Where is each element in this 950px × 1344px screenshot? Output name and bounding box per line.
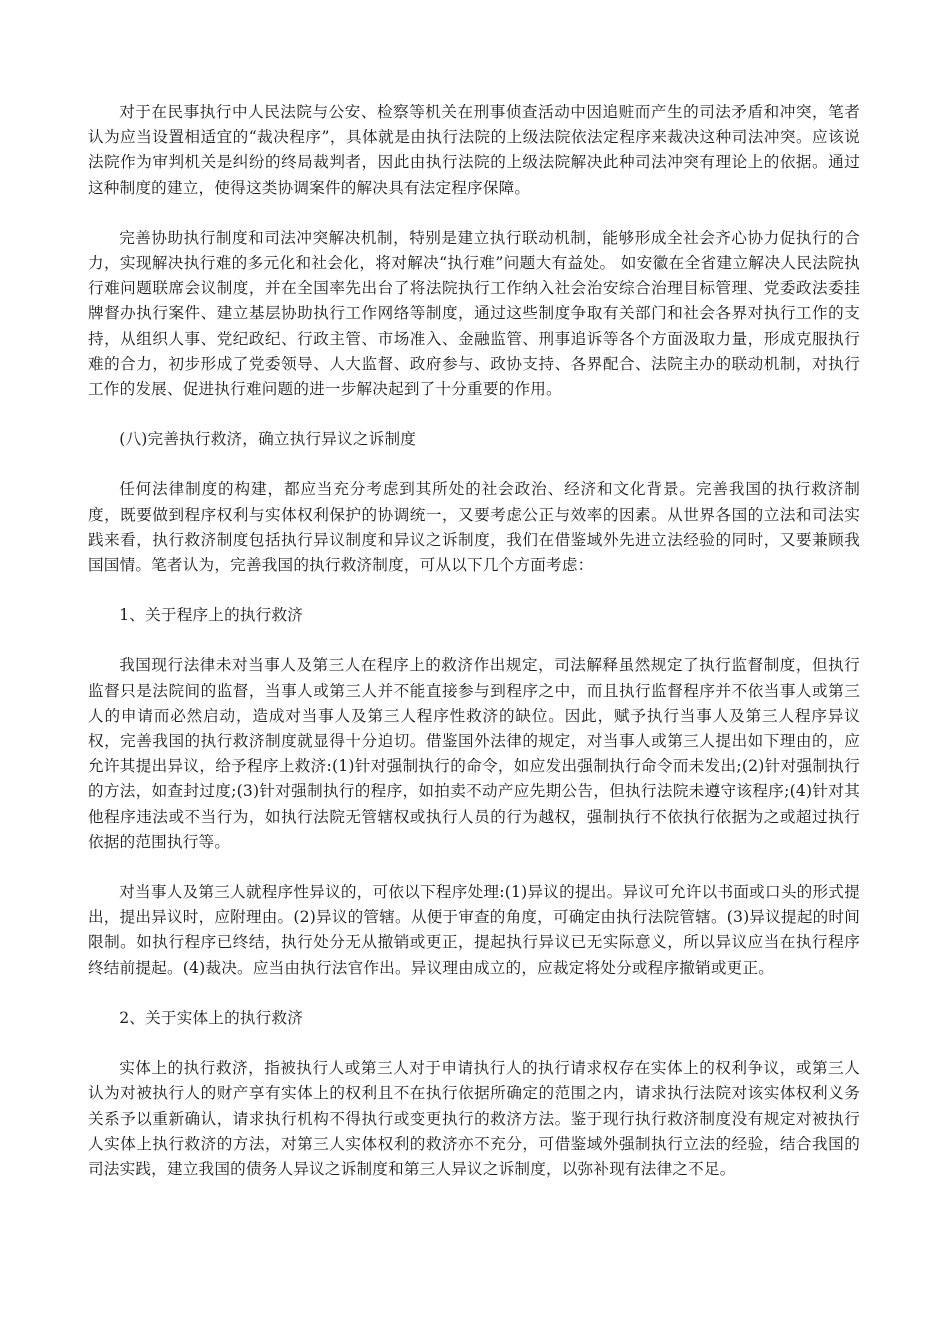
paragraph-procedural-remedy: 我国现行法律未对当事人及第三人在程序上的救济作出规定，司法解释虽然规定了执行监督制度，但执行监督只是法院间的监督，当事人或第三人并不能直接参与到程序之中，而且执行监督程序并不依当事人或第三人的申请而必然启动，造成对当事人及第三人程序性救济的缺位。因此，赋予执行当事人及第三人程序异议权，完善我国的执行救济制度就显得十分迫切。借鉴国外法律的规定，对当事人或第三人提出如下理由的，应允许其提出异议，给予程序上救济:(1)针对强制执行的命令，如应发出强制执行命令而未发出;(2)针对强制执行的方法，如查封过度;(3)针对强制执行的程序，如拍卖不动产应先期公告，但执行法院未遵守该程序;(4)针对其他程序违法或不当行为，如执行法院无管辖权或执行人员的行为越权，强制执行不依执行依据为之或超过执行依据的范围执行等。 <box>88 656 860 851</box>
paragraph-assist-execution: 完善协助执行制度和司法冲突解决机制，特别是建立执行联动机制，能够形成全社会齐心协力促执行的合力，实现解决执行难的多元化和社会化，将对解决“执行难”问题大有益处。 如安徽在全省建立解决人民法院执行难问题联席会议制度，并在全国率先出台了将法院执行工作纳入社会治安综合治理目标管理、党委政法委挂牌督办执行案件、建立基层协助执行工作网络等制度，通过这些制度争取有关部门和社会各界对执行工作的支持，从组织人事、党纪政纪、行政主管、市场准入、金融监管、刑事追诉等各个方面汲取力量，形成克服执行难的合力，初步形成了党委领导、人大监督、政府参与、政协支持、各界配合、法院主办的联动机制，对执行工作的发展、促进执行难问题的进一步解决起到了十分重要的作用。 <box>88 228 860 399</box>
paragraph-legal-background: 任何法律制度的构建，都应当充分考虑到其所处的社会政治、经济和文化背景。完善我国的执行救济制度，既要做到程序权利与实体权利保护的协调统一，又要考虑公正与效率的因素。从世界各国的立法和司法实践来看，执行救济制度包括执行异议制度和异议之诉制度，我们在借鉴域外先进立法经验的同时，又要兼顾我国国情。笔者认为，完善我国的执行救济制度，可从以下几个方面考虑： <box>88 480 860 575</box>
paragraph-objection-procedure: 对当事人及第三人就程序性异议的，可依以下程序处理:(1)异议的提出。异议可允许以书面或口头的形式提出，提出异议时，应附理由。(2)异议的管辖。从便于审查的角度，可确定由执行法院管辖。(3)异议提起的时间限制。如执行程序已终结，执行处分无从撤销或更正，提起执行异议已无实际意义，所以异议应当在执行程序终结前提起。(4)裁决。应当由执行法官作出。异议理由成立的，应裁定将处分或程序撤销或更正。 <box>88 883 860 977</box>
paragraph-substantive-remedy: 实体上的执行救济，指被执行人或第三人对于申请执行人的执行请求权存在实体上的权利争议，或第三人认为对被执行人的财产享有实体上的权利且不在执行依据所确定的范围之内，请求执行法院对该实体权利义务关系予以重新确认，请求执行机构不得执行或变更执行的救济方法。鉴于现行执行救济制度没有规定对被执行人实体上执行救济的方法，对第三人实体权利的救济亦不充分，可借鉴域外强制执行立法的经验，结合我国的司法实践，建立我国的债务人异议之诉制度和第三人异议之诉制度，以弥补现有法律之不足。 <box>88 1059 860 1178</box>
paragraph-judicial-conflict: 对于在民事执行中人民法院与公安、检察等机关在刑事侦查活动中因追赃而产生的司法矛盾和冲突，笔者认为应当设置相适宜的“裁决程序”，具体就是由执行法院的上级法院依法定程序来裁决这种司法冲突。应该说法院作为审判机关是纠纷的终局裁判者，因此由执行法院的上级法院解决此种司法冲突有理论上的依据。通过这种制度的建立，使得这类协调案件的解决具有法定程序保障。 <box>88 103 860 197</box>
document-body <box>88 100 860 1207</box>
subsection-heading-procedural: 1、关于程序上的执行救济 <box>119 606 304 625</box>
subsection-heading-substantive: 2、关于实体上的执行救济 <box>119 1008 304 1027</box>
section-heading-8: (八)完善执行救济，确立执行异议之诉制度 <box>119 430 417 449</box>
